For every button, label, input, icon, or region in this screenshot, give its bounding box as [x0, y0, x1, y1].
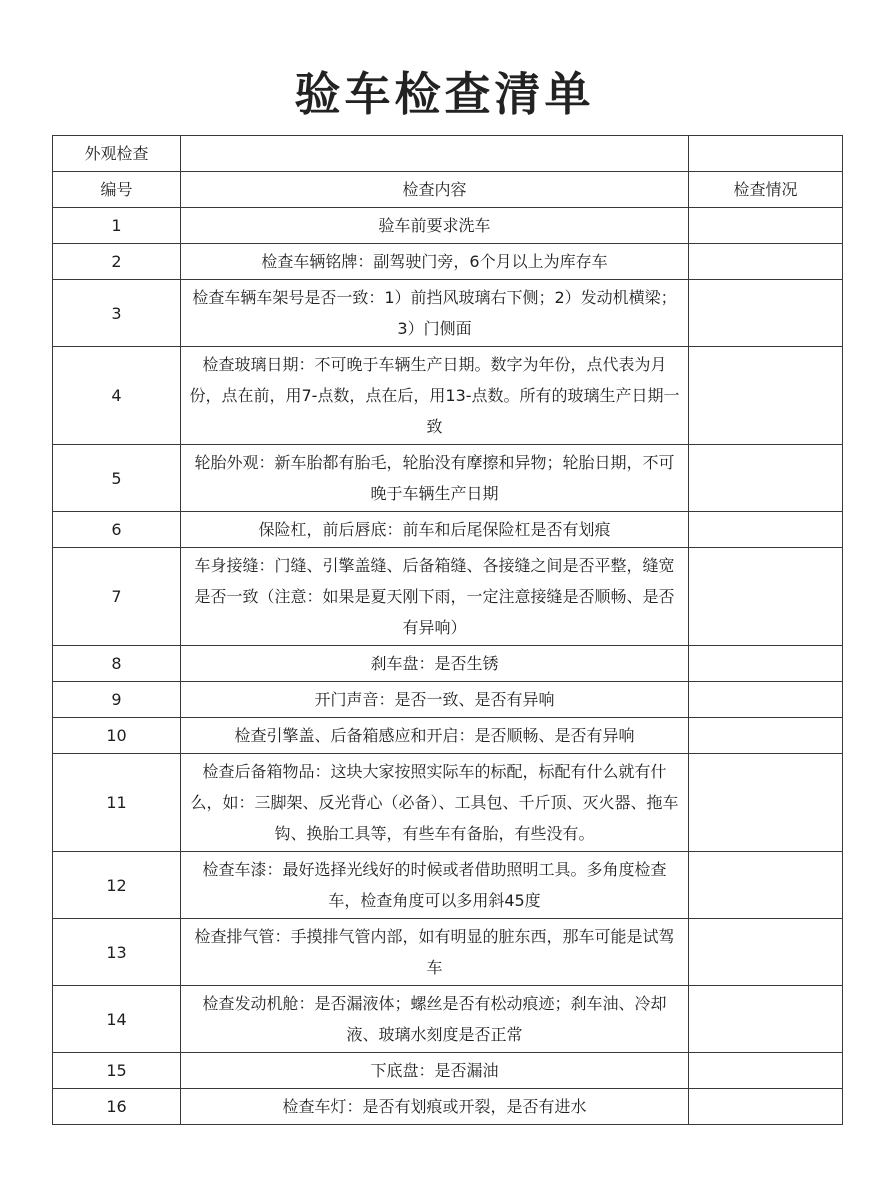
row-content: 验车前要求洗车: [181, 208, 689, 244]
row-status[interactable]: [689, 852, 843, 919]
section-status-cell: [689, 136, 843, 172]
header-row: [53, 172, 843, 208]
row-number: 14: [53, 986, 181, 1053]
row-status[interactable]: [689, 280, 843, 347]
row-status[interactable]: [689, 445, 843, 512]
table-row: [53, 512, 843, 548]
row-status[interactable]: [689, 208, 843, 244]
row-content: 检查车灯：是否有划痕或开裂，是否有进水: [181, 1089, 689, 1125]
header-number: 编号: [53, 172, 181, 208]
table-row: [53, 1053, 843, 1089]
row-content: 检查发动机舱：是否漏液体；螺丝是否有松动痕迹；刹车油、冷却液、玻璃水刻度是否正常: [181, 986, 689, 1053]
row-number: 9: [53, 682, 181, 718]
row-content: 检查玻璃日期：不可晚于车辆生产日期。数字为年份，点代表为月份，点在前，用7-点数，点在后，用13-点数。所有的玻璃生产日期一致: [181, 347, 689, 445]
row-status[interactable]: [689, 1089, 843, 1125]
section-blank-cell: [181, 136, 689, 172]
row-content: 检查车辆车架号是否一致：1）前挡风玻璃右下侧；2）发动机横梁；3）门侧面: [181, 280, 689, 347]
row-status[interactable]: [689, 986, 843, 1053]
page-title: 验车检查清单: [294, 67, 595, 121]
row-content: 轮胎外观：新车胎都有胎毛，轮胎没有摩擦和异物；轮胎日期，不可晚于车辆生产日期: [181, 445, 689, 512]
table-row: [53, 646, 843, 682]
row-number: 3: [53, 280, 181, 347]
row-status[interactable]: [689, 244, 843, 280]
row-number: 11: [53, 754, 181, 852]
table-row: [53, 208, 843, 244]
table-row: [53, 682, 843, 718]
section-row: [53, 136, 843, 172]
row-content: 检查引擎盖、后备箱感应和开启：是否顺畅、是否有异响: [181, 718, 689, 754]
row-content: 保险杠，前后唇底：前车和后尾保险杠是否有划痕: [181, 512, 689, 548]
table-row: [53, 852, 843, 919]
row-number: 1: [53, 208, 181, 244]
row-content: 检查排气管：手摸排气管内部，如有明显的脏东西，那车可能是试驾车: [181, 919, 689, 986]
table-row: [53, 244, 843, 280]
row-number: 8: [53, 646, 181, 682]
row-number: 6: [53, 512, 181, 548]
row-status[interactable]: [689, 682, 843, 718]
table-row: [53, 919, 843, 986]
table-row: [53, 754, 843, 852]
row-number: 10: [53, 718, 181, 754]
row-number: 15: [53, 1053, 181, 1089]
row-status[interactable]: [689, 919, 843, 986]
table-row: [53, 1089, 843, 1125]
section-label: 外观检查: [53, 136, 181, 172]
table-row: [53, 347, 843, 445]
row-number: 5: [53, 445, 181, 512]
row-status[interactable]: [689, 754, 843, 852]
row-number: 4: [53, 347, 181, 445]
row-number: 16: [53, 1089, 181, 1125]
row-content: 检查车漆：最好选择光线好的时候或者借助照明工具。多角度检查车，检查角度可以多用斜45度: [181, 852, 689, 919]
row-number: 12: [53, 852, 181, 919]
row-content: 检查车辆铭牌：副驾驶门旁，6个月以上为库存车: [181, 244, 689, 280]
table-row: [53, 986, 843, 1053]
table-row: [53, 718, 843, 754]
row-status[interactable]: [689, 512, 843, 548]
checklist-table: [52, 135, 843, 1125]
row-content: 下底盘：是否漏油: [181, 1053, 689, 1089]
table-row: [53, 280, 843, 347]
row-content: 刹车盘：是否生锈: [181, 646, 689, 682]
row-number: 7: [53, 548, 181, 646]
row-number: 2: [53, 244, 181, 280]
table-row: [53, 548, 843, 646]
row-number: 13: [53, 919, 181, 986]
table-row: [53, 445, 843, 512]
row-status[interactable]: [689, 1053, 843, 1089]
row-status[interactable]: [689, 548, 843, 646]
row-status[interactable]: [689, 347, 843, 445]
row-status[interactable]: [689, 646, 843, 682]
header-content: 检查内容: [181, 172, 689, 208]
row-content: 开门声音：是否一致、是否有异响: [181, 682, 689, 718]
row-content: 检查后备箱物品：这块大家按照实际车的标配，标配有什么就有什么，如：三脚架、反光背心（必备）、工具包、千斤顶、灭火器、拖车钩、换胎工具等，有些车有备胎，有些没有。: [181, 754, 689, 852]
row-status[interactable]: [689, 718, 843, 754]
row-content: 车身接缝：门缝、引擎盖缝、后备箱缝、各接缝之间是否平整，缝宽是否一致（注意：如果是夏天刚下雨，一定注意接缝是否顺畅、是否有异响）: [181, 548, 689, 646]
header-status: 检查情况: [689, 172, 843, 208]
